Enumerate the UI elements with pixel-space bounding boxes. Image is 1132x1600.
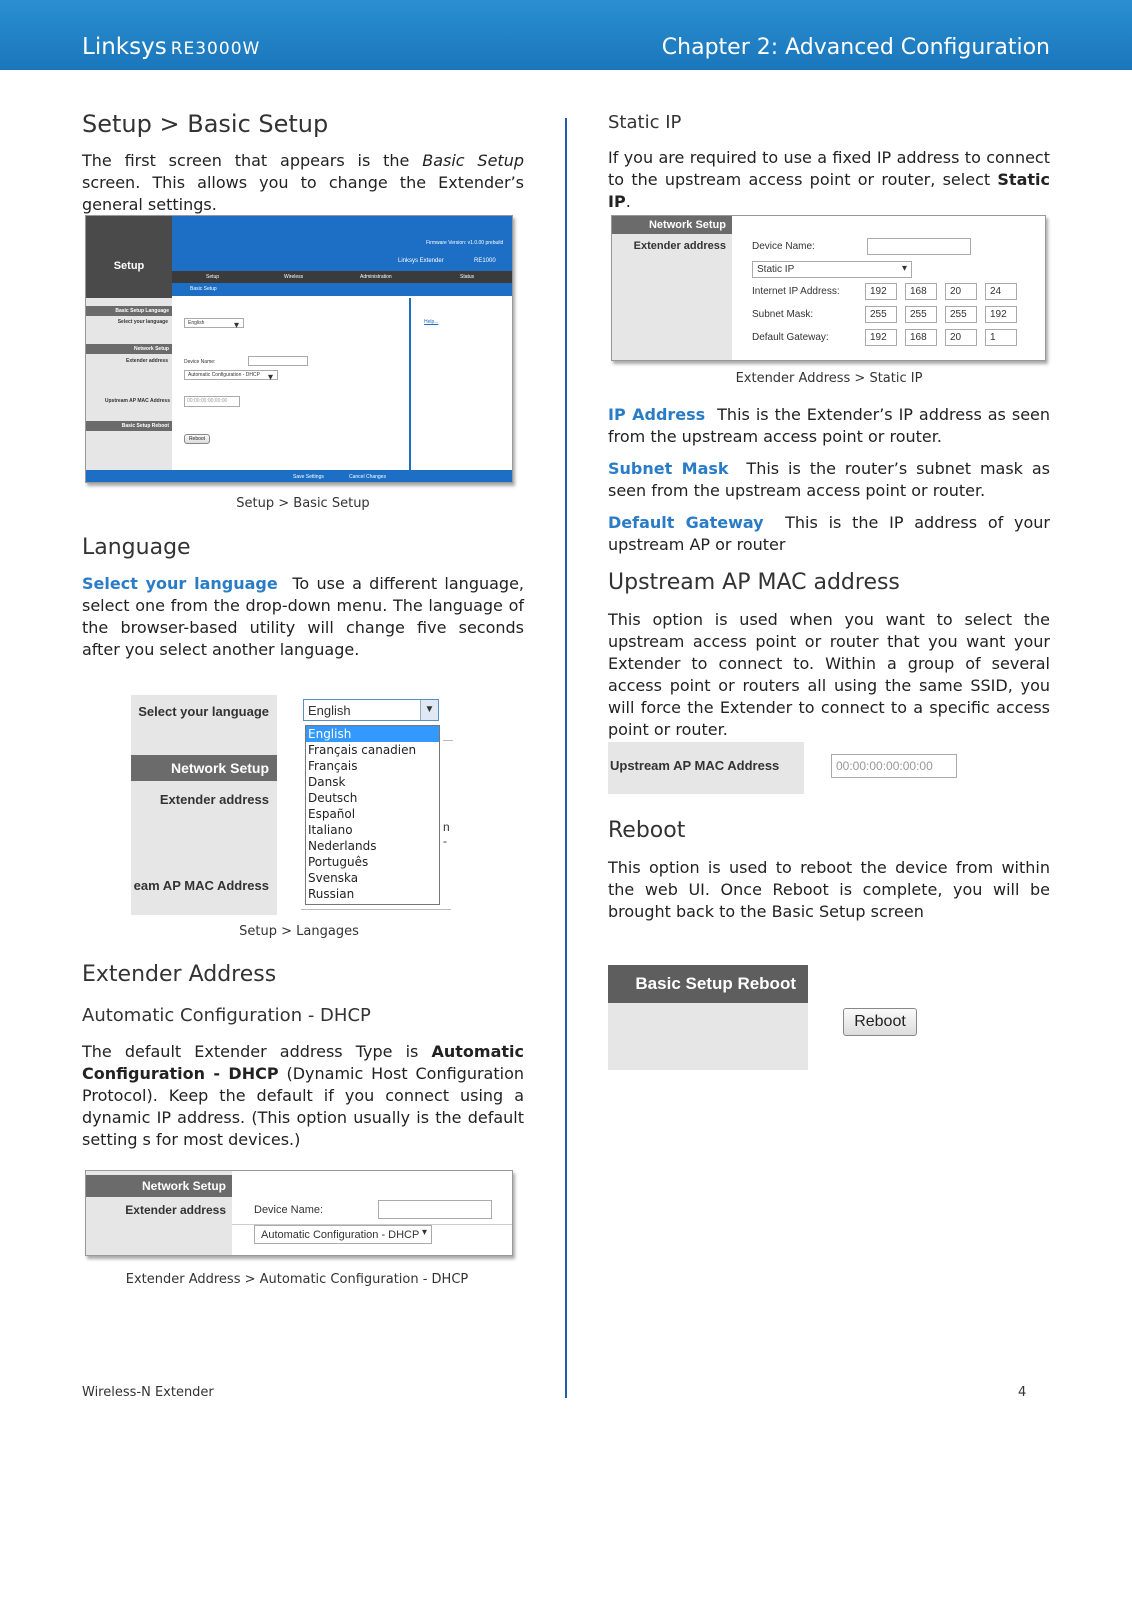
static-shot-network: Network Setup [612, 216, 732, 234]
language-paragraph [82, 573, 524, 661]
ip-octet: 20 [945, 283, 977, 300]
dhcp-shot-ext: Extender address [125, 1203, 226, 1217]
static-ip-paragraph [608, 147, 1050, 213]
shot-firmware: Firmware Version: v1.0.00 prebuild [426, 240, 504, 246]
static-ip-screenshot [611, 215, 1046, 361]
shot-tab: Wireless [284, 274, 304, 280]
mac-shot-input: 00:00:00:00:00:00 [831, 754, 957, 778]
shot-sec-net: Network Setup [86, 344, 172, 354]
lang-shot-network: Network Setup [131, 755, 277, 781]
extender-address-heading: Extender Address [82, 962, 277, 987]
caption-languages: Setup > Langages [239, 924, 359, 939]
language-option[interactable]: Français canadien [308, 743, 417, 757]
shot-lbl-lang: Select your language [117, 319, 168, 325]
static-shot-ext: Extender address [633, 240, 726, 252]
lang-shot-mac-label: eam AP MAC Address [133, 878, 269, 893]
language-option[interactable]: Français [308, 759, 358, 773]
language-option[interactable]: Russian [308, 887, 355, 901]
brand-name: Linksys [82, 34, 167, 60]
gateway-octet: 20 [945, 329, 977, 346]
chevron-down-icon[interactable]: ▼ [420, 700, 438, 720]
shot-vline [409, 298, 411, 470]
column-divider [565, 118, 567, 1398]
caption-static-ip: Extender Address > Static IP [735, 371, 923, 386]
page-number: 4 [1018, 1385, 1027, 1400]
language-heading: Language [82, 535, 191, 560]
lang-shot-select[interactable] [303, 699, 439, 721]
auto-bold: Automatic Configuration - DHCP [82, 1042, 524, 1083]
lang-shot-current: English [308, 703, 351, 718]
static-text-b: . [625, 192, 631, 211]
static-shot-device: Device Name: [752, 241, 815, 252]
mac-heading: Upstream AP MAC address [608, 570, 900, 595]
shot-device-input [248, 356, 308, 366]
gateway-octet: 192 [865, 329, 897, 346]
shot-lbl-ext: Extender address [126, 358, 168, 364]
language-option[interactable]: Svenska [308, 871, 359, 885]
shot-lbl-device: Device Name: [184, 359, 216, 365]
auto-config-heading: Automatic Configuration - DHCP [82, 1005, 371, 1026]
shot-sec-reboot: Basic Setup Reboot [86, 421, 172, 431]
brand-model: RE3000W [170, 39, 261, 59]
shot-product: Linksys Extender [398, 258, 444, 264]
default-gateway-paragraph [608, 512, 1050, 556]
dhcp-shot-network: Network Setup [86, 1175, 232, 1197]
intro-text-a: The first screen that appears is the [82, 151, 423, 170]
shot-help-link: Help... [424, 319, 439, 325]
mask-octet: 255 [865, 306, 897, 323]
ip-octet: 168 [905, 283, 937, 300]
shot-mac-input: 00:00:00:00:00:00 [184, 396, 240, 407]
shot-tab: Status [460, 274, 475, 280]
static-shot-gray [612, 216, 732, 361]
language-option[interactable]: English [306, 726, 439, 742]
lang-shot-line [443, 740, 453, 741]
language-option[interactable]: Italiano [308, 823, 353, 837]
lang-shot-ext-label: Extender address [159, 792, 269, 807]
section-title: Setup > Basic Setup [82, 110, 329, 138]
shot-subtab: Basic Setup [190, 286, 217, 292]
term-select-language: Select your language [82, 574, 278, 593]
language-text: To use a different language, select one from the drop-down menu. The language of the browser-based utility will change five seconds after you select another language. [82, 574, 525, 659]
mac-paragraph: This option is used when you want to select the upstream access point or router that you want your Extender to connect to. Within a group of several access point or routers all using the same SSID, you will force the Extender to connect to a specific access point or router. [608, 610, 1050, 739]
shot-tab: Administration [360, 274, 392, 280]
caption-dhcp: Extender Address > Automatic Configuration - DHCP [125, 1272, 469, 1287]
shot-reboot-button: Reboot [184, 434, 210, 444]
static-shot-device-input [867, 238, 971, 255]
footer-product: Wireless-N Extender [82, 1385, 214, 1400]
static-shot-mask-label: Subnet Mask: [752, 309, 814, 320]
shot-tabs [172, 271, 512, 283]
ip-octet: 24 [985, 283, 1017, 300]
ip-text: This is the Extender’s IP address as seen from the upstream access point or router. [608, 405, 1051, 446]
static-text-a: If you are required to use a fixed IP address to connect to the upstream access point or router, select [608, 148, 1050, 189]
lang-shot-stray: n - [443, 820, 450, 848]
shot-auto-select: Automatic Configuration - DHCP ▾ [184, 370, 278, 380]
term-default-gateway: Default Gateway [608, 513, 764, 532]
language-option[interactable]: Español [308, 807, 356, 821]
mask-octet: 192 [985, 306, 1017, 323]
mask-octet: 255 [905, 306, 937, 323]
lang-shot-bottom-line [301, 909, 451, 910]
intro-emphasis: Basic Setup [422, 151, 524, 170]
mask-octet: 255 [945, 306, 977, 323]
static-shot-type-select: Static IP ▾ [752, 261, 912, 278]
shot-cancel: Cancel Changes [349, 474, 386, 480]
reboot-heading: Reboot [608, 818, 686, 843]
shot-setup-label: Setup [86, 216, 172, 298]
page-header [0, 0, 1132, 70]
shot-lbl-mac: Upstream AP MAC Address [104, 398, 170, 404]
mac-screenshot [608, 742, 958, 794]
term-subnet-mask: Subnet Mask [608, 459, 729, 478]
auto-text-a: The default Extender address Type is [82, 1042, 432, 1061]
gateway-octet: 1 [985, 329, 1017, 346]
brand [82, 34, 260, 60]
shot-model: RE1000 [474, 258, 496, 264]
basic-setup-screenshot [85, 215, 513, 483]
language-option[interactable]: Nederlands [308, 839, 377, 853]
language-option[interactable]: Deutsch [308, 791, 358, 805]
shot-lang-select: English ▾ [184, 318, 244, 328]
mask-text: This is the router’s subnet mask as seen from the upstream access point or router. [608, 459, 1051, 500]
static-shot-ip-label: Internet IP Address: [752, 286, 840, 297]
dhcp-shot-device-input [378, 1200, 492, 1219]
ip-octet: 192 [865, 283, 897, 300]
dhcp-shot-device: Device Name: [254, 1204, 324, 1216]
intro-text-b: screen. This allows you to change the Extender’s general settings. [82, 173, 524, 214]
language-dropdown-list [305, 725, 440, 905]
reboot-shot-label: Basic Setup Reboot [608, 965, 808, 1003]
ip-address-paragraph [608, 404, 1050, 448]
reboot-screenshot [608, 965, 928, 1070]
subnet-mask-paragraph [608, 458, 1050, 502]
caption-basic-setup: Setup > Basic Setup [236, 496, 370, 511]
chapter-title: Chapter 2: Advanced Configuration [661, 35, 1050, 60]
auto-config-paragraph [82, 1041, 524, 1151]
shot-save: Save Settings [293, 474, 324, 480]
language-option[interactable]: Português [308, 855, 369, 869]
lang-shot-select-label: Select your language [138, 704, 269, 719]
mac-shot-label: Upstream AP MAC Address [610, 758, 780, 773]
term-ip-address: IP Address [608, 405, 706, 424]
language-option[interactable]: Dansk [308, 775, 346, 789]
reboot-paragraph: This option is used to reboot the device from within the web UI. Once Reboot is complete, you will be brought back to the Basic Setup screen [608, 858, 1050, 921]
dhcp-shot-select: Automatic Configuration - DHCP ▾ [254, 1225, 432, 1244]
dhcp-screenshot [85, 1170, 513, 1256]
static-bold: Static IP [608, 170, 1050, 211]
gw-text: This is the IP address of your upstream AP or router [608, 513, 1051, 554]
static-ip-heading: Static IP [608, 112, 682, 133]
shot-sec-lang: Basic Setup Language [86, 306, 172, 316]
static-shot-gw-label: Default Gateway: [752, 332, 829, 343]
shot-tab: Setup [206, 274, 220, 280]
reboot-button[interactable]: Reboot [843, 1008, 917, 1036]
auto-text-b: (Dynamic Host Configuration Protocol). Keep the default if you connect using a dynamic IP address. (This option usually is the default setting s for most devices.) [82, 1064, 525, 1149]
intro-paragraph [82, 150, 524, 216]
gateway-octet: 168 [905, 329, 937, 346]
